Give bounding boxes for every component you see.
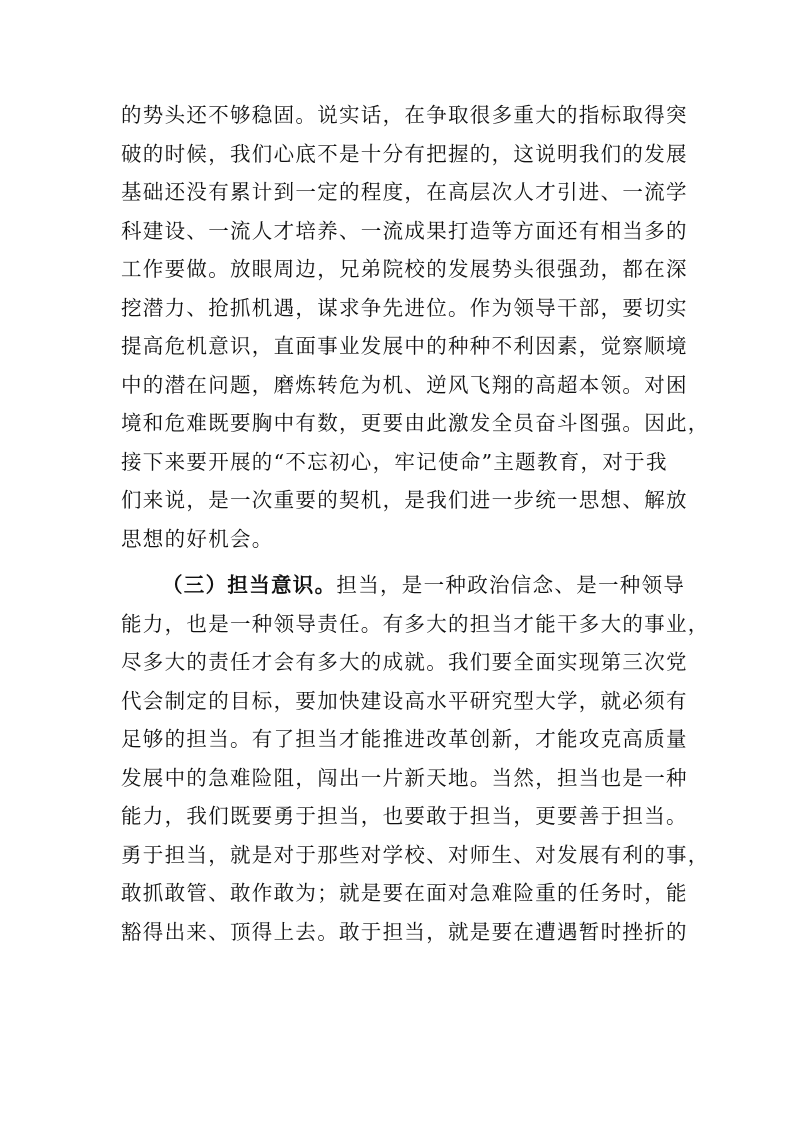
text-line: 挖潜力、抢抓机遇，谋求争先进位。作为领导干部，要切实 <box>121 295 688 320</box>
text-line: 发展中的急难险阻，闯出一片新天地。当然，担当也是一种 <box>121 765 688 790</box>
text-line-rest: 担当，是一种政治信念、是一种领导 <box>336 573 686 597</box>
text-line: 提高危机意识，直面事业发展中的种种不利因素，觉察顺境 <box>121 334 688 358</box>
text-line: 境和危难既要胸中有数，更要由此激发全员奋斗图强。因此， <box>121 411 710 435</box>
document-body <box>121 96 710 951</box>
text-line: 接下来要开展的“不忘初心，牢记使命”主题教育，对于我 <box>121 449 668 474</box>
text-line: 尽多大的责任才会有多大的成就。我们要全面实现第三次党 <box>121 650 688 674</box>
text-line: 们来说，是一次重要的契机，是我们进一步统一思想、解放 <box>121 488 688 512</box>
text-line: 基础还没有累计到一定的程度，在高层次人才引进、一流学 <box>121 180 688 204</box>
text-line: 足够的担当。有了担当才能推进改革创新，才能攻克高质量 <box>121 727 688 751</box>
text-line: 勇于担当，就是对于那些对学校、对师生、对发展有利的事， <box>121 842 710 867</box>
text-line: 敢抓敢管、敢作敢为；就是要在面对急难险重的任务时，能 <box>121 881 688 905</box>
text-line: 思想的好机会。 <box>121 526 274 551</box>
text-line: 科建设、一流人才培养、一流成果打造等方面还有相当多的 <box>121 218 688 243</box>
text-line: 代会制定的目标，要加快建设高水平研究型大学，就必须有 <box>121 688 688 713</box>
text-line: 工作要做。放眼周边，兄弟院校的发展势头很强劲，都在深 <box>121 257 688 281</box>
text-line: 能力，也是一种领导责任。有多大的担当才能干多大的事业， <box>121 611 710 636</box>
paragraph-1 <box>121 96 710 558</box>
text-line: 豁得出来、顶得上去。敢于担当，就是要在遭遇暂时挫折的 <box>121 919 688 944</box>
text-line: 中的潜在问题，磨炼转危为机、逆风飞翔的高超本领。对困 <box>121 372 688 397</box>
paragraph-2 <box>121 566 710 951</box>
section-heading: （三）担当意识。 <box>162 573 337 597</box>
text-line: 能力，我们既要勇于担当，也要敢于担当，更要善于担当。 <box>121 804 688 828</box>
text-line: 的势头还不够稳固。说实话，在争取很多重大的指标取得突 <box>121 103 688 127</box>
paragraph-2-first-line <box>121 566 686 605</box>
text-line: 破的时候，我们心底不是十分有把握的，这说明我们的发展 <box>121 141 688 166</box>
